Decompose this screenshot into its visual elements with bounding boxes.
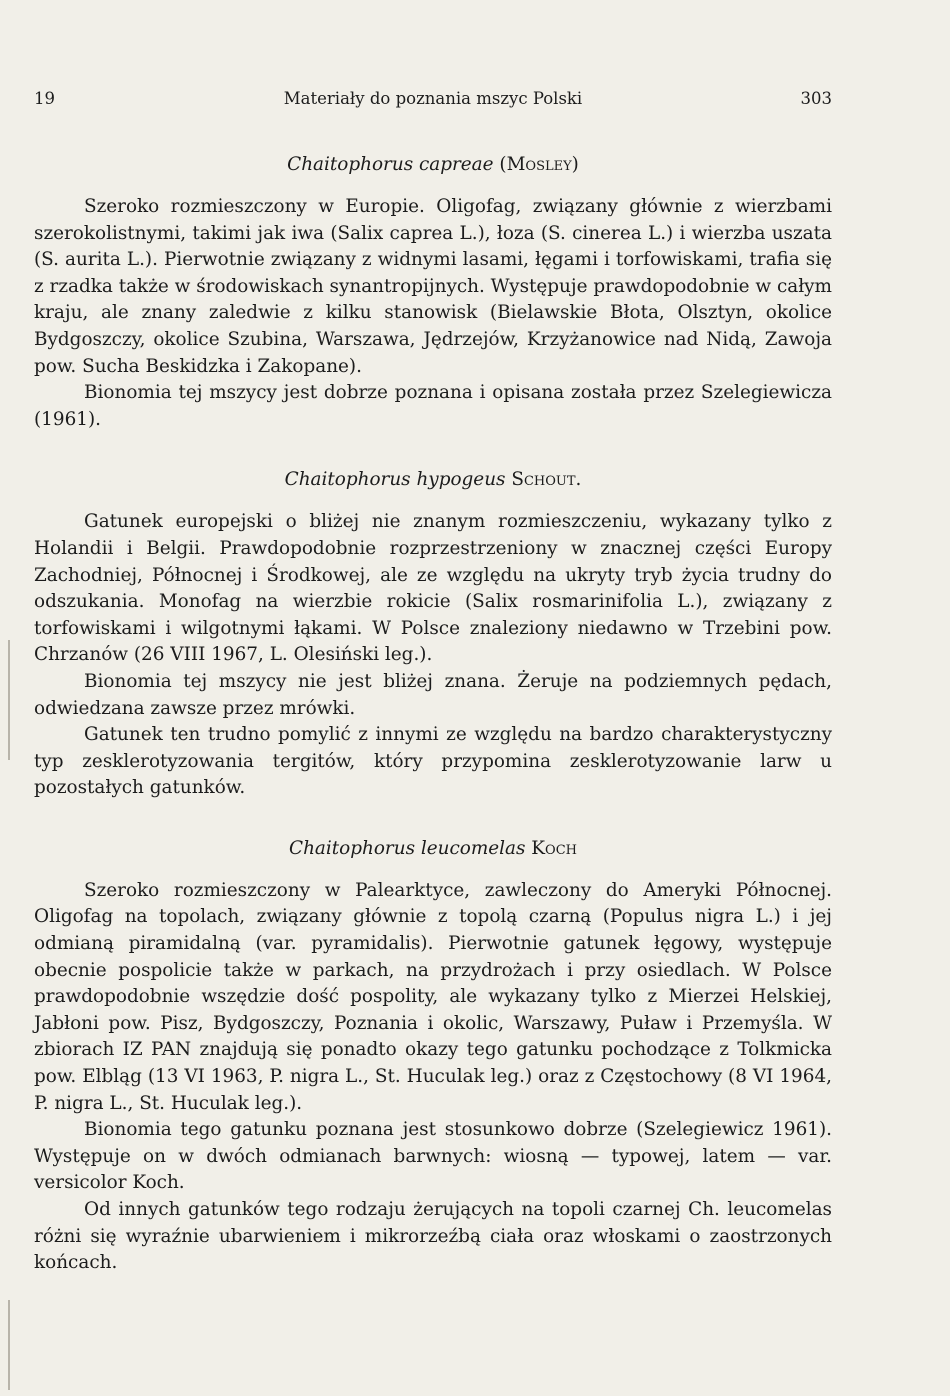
species-heading [34,836,832,878]
body-text [34,152,832,1277]
scan-edge-mark [8,1300,10,1390]
journal-title: Materiały do poznania mszyc Polski [283,89,583,108]
paragraph: Gatunek europejski o bliżej nie znanym rozmieszczeniu, wykazany tylko z Holandii i Belgii. Prawdopodobnie rozprzestrzeniony w znacznej części Europy Zachodniej, Północnej i Środkowej, ale ze względu na ukryty tryb życia trudny do odszukania. Monofag na wierzbie rokicie (Salix rosmarinifolia L.), związany z torfowiskami i wilgotnymi łąkami. W Polsce znaleziony niedawno w Trzebini pow. Chrzanów (26 VIII 1967, L. Olesiński leg.). [34,511,832,666]
page-number: 303 [800,89,832,108]
paragraph: Bionomia tej mszycy nie jest bliżej znana. Żeruje na podziemnych pędach, odwiedzana zawsze przez mrówki. [34,670,832,719]
species-heading [34,152,832,194]
running-header [34,89,832,113]
paragraph: Bionomia tej mszycy jest dobrze poznana i opisana została przez Szelegiewicza (1961). [34,382,832,430]
volume-number: 19 [34,89,55,108]
species-name: Chaitophorus hypogeus [284,469,506,491]
species-author: Schout. [511,469,582,491]
paragraph: Bionomia tego gatunku poznana jest stosunkowo dobrze (Szelegiewicz 1961). Występuje on w dwóch odmianach barwnych: wiosną — typowej, latem — var. versicolor Koch. [34,1119,832,1194]
species-heading [34,467,832,509]
paragraph: Gatunek ten trudno pomylić z innymi ze względu na bardzo charakterystyczny typ zesklerotyzowania tergitów, który przypomina zesklerotyzowanie larw u pozostałych gatunków. [34,724,832,799]
paragraph: Szeroko rozmieszczony w Palearktyce, zawleczony do Ameryki Północnej. Oligofag na topolach, związany głównie z topolą czarną (Populus nigra L.) i jej odmianą piramidalną (var. pyramidalis). Pierwotnie gatunek łęgowy, występuje obecnie pospolicie także w parkach, na przydrożach i przy osiedlach. W Polsce prawdopodobnie wszędzie dość pospolity, ale wykazany tylko z Mierzei Helskiej, Jabłoni pow. Pisz, Bydgoszczy, Poznania i okolic, Warszawy, Puław i Przemyśla. W zbiorach IZ PAN znajdują się ponadto okazy tego gatunku pochodzące z Tolkmicka pow. Elbląg (13 VI 1963, P. nigra L., St. Huculak leg.) oraz z Częstochowy (8 VI 1964, P. nigra L., St. Huculak leg.). [34,879,832,1114]
species-name: Chaitophorus capreae [287,154,494,175]
species-author: Koch [531,837,577,859]
species-name: Chaitophorus leucomelas [289,837,526,859]
species-author: (Mosley) [499,154,579,175]
paragraph: Szeroko rozmieszczony w Europie. Oligofag, związany głównie z wierzbami szerokolistnymi, takimi jak iwa (Salix caprea L.), łoza (S. cinerea L.) i wierzba uszata (S. aurita L.). Pierwotnie związany z widnymi lasami, łęgami i torfowiskami, trafia się z rzadka także w środowiskach synantropijnych. Występuje prawdopodobnie w całym kraju, ale znany zaledwie z kilku stanowisk (Bielawskie Błota, Olsztyn, okolice Bydgoszczy, okolice Szubina, Warszawa, Jędrzejów, Krzyżanowice nad Nidą, Zawoja pow. Sucha Beskidzka i Zakopane). [34,196,832,377]
paragraph: Od innych gatunków tego rodzaju żerujących na topoli czarnej Ch. leucomelas różni się wyraźnie ubarwieniem i mikrorzeźbą ciała oraz włoskami o zaostrzonych końcach. [34,1199,832,1274]
scan-edge-mark [8,640,10,760]
